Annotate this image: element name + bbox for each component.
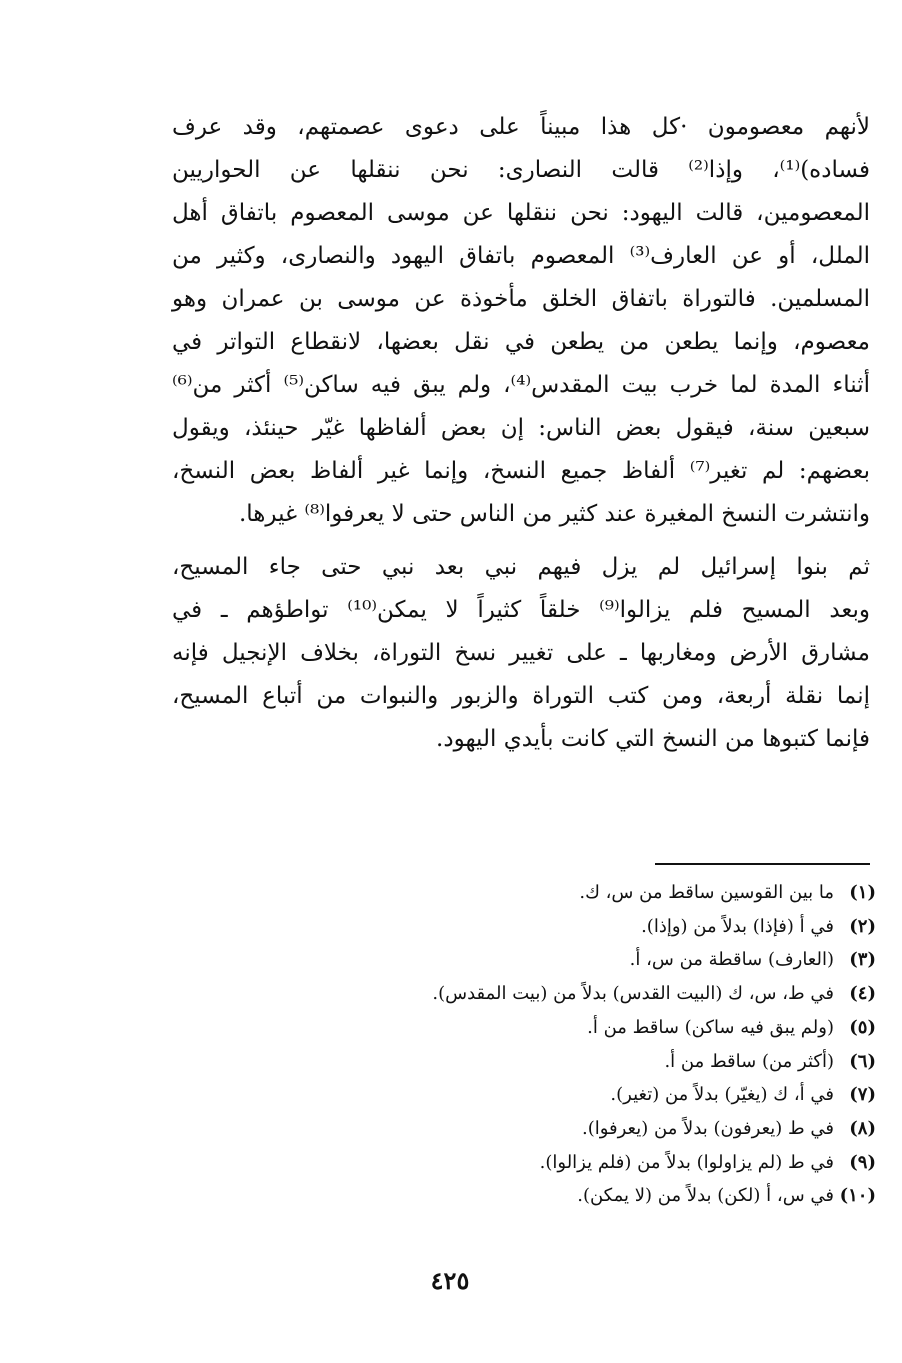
text-line: فساده)⁽¹⁾، وإذا⁽²⁾ قالت النصارى: نحن ننقلها عن الحواريين (172, 157, 870, 183)
text-line: فإنما كتبوها من النسخ التي كانت بأيدي اليهود. (436, 726, 870, 752)
footnote-number: (١) (849, 882, 876, 903)
text-line: المعصومين، قالت اليهود: نحن ننقلها عن موسى المعصوم باتفاق أهل (172, 200, 870, 226)
footnote-number: (٦) (849, 1050, 876, 1072)
footnote-number: (٩) (849, 1151, 876, 1173)
footnote-text: في س، أ (لكن) بدلاً من (لا يمكن). (577, 1185, 834, 1207)
text-line: المسلمين. فالتوراة باتفاق الخلق مأخوذة عن موسى بن عمران وهو (172, 286, 870, 312)
footnotes-list (300, 876, 876, 1213)
footnote-number: (٧) (849, 1084, 876, 1106)
footnote-number: (٨) (849, 1117, 876, 1139)
footnote-item (300, 876, 876, 910)
footnote-number: (١٠) (839, 1185, 876, 1207)
footnote-item (300, 910, 876, 944)
text-line: أثناء المدة لما خرب بيت المقدس⁽⁴⁾، ولم يبق فيه ساكن⁽⁵⁾ أكثر من⁽⁶⁾ (172, 372, 870, 398)
footnote-text: (العارف) ساقطة من س، أ. (629, 949, 834, 971)
footnote-item (300, 977, 876, 1011)
footnote-text: في ط (لم يزاولوا) بدلاً من (فلم يزالوا). (539, 1151, 834, 1173)
text-line: الملل، أو عن العارف⁽³⁾ المعصوم باتفاق اليهود والنصارى، وكثير من (172, 243, 871, 269)
text-line: سبعين سنة، فيقول بعض الناس: إن بعض ألفاظها غيّر حينئذ، ويقول (172, 415, 870, 441)
text-line: وانتشرت النسخ المغيرة عند كثير من الناس حتى لا يعرفوا⁽⁸⁾ غيرها. (238, 501, 870, 527)
text-line: وبعد المسيح فلم يزالوا⁽⁹⁾ خلقاً كثيراً لا يمكن⁽¹⁰⁾ تواطؤهم ـ في (172, 597, 870, 623)
text-line: ثم بنوا إسرائيل لم يزل فيهم نبي بعد نبي حتى جاء المسيح، (172, 554, 870, 580)
text-line: مشارق الأرض ومغاربها ـ على تغيير نسخ التوراة، بخلاف الإنجيل فإنه (172, 640, 870, 666)
main-text (172, 106, 870, 761)
footnote-text: في أ، ك (يغيّر) بدلاً من (تغير). (610, 1084, 834, 1106)
text-line: لأنهم معصومون ·كل هذا مبيناً على دعوى عصمتهم، وقد عرف (172, 114, 870, 140)
footnote-item (300, 1179, 876, 1213)
text-line: معصوم، وإنما يطعن من يطعن في نقل بعضها، لانقطاع التواتر في (172, 329, 870, 355)
footnote-text: في ط، س، ك (البيت القدس) بدلاً من (بيت المقدس). (432, 983, 834, 1005)
footnote-number: (٤) (849, 983, 876, 1005)
page-number: ٤٢٥ (430, 1266, 470, 1295)
footnote-number: (٣) (849, 949, 876, 971)
footnote-text: في أ (فإذا) بدلاً من (وإذا). (641, 915, 834, 937)
footnote-item (300, 1011, 876, 1045)
footnote-number: (٢) (849, 915, 876, 937)
paragraph-1 (172, 106, 870, 536)
footnote-number: (٥) (849, 1016, 876, 1038)
footnote-item (300, 1078, 876, 1112)
footnote-item (300, 1112, 876, 1146)
footnote-text: (ولم يبق فيه ساكن) ساقط من أ. (587, 1016, 834, 1038)
footnote-text: ما بين القوسين ساقط من س، ك. (579, 882, 834, 903)
footnote-item (300, 1045, 876, 1079)
footnote-item (300, 943, 876, 977)
footnote-text: في ط (يعرفون) بدلاً من (يعرفوا). (581, 1117, 834, 1139)
text-line: إنما نقلة أربعة، ومن كتب التوراة والزبور والنبوات من أتباع المسيح، (172, 683, 870, 709)
footnote-item (300, 1146, 876, 1180)
footnote-text: (أكثر من) ساقط من أ. (664, 1050, 834, 1072)
footnote-separator (655, 863, 870, 865)
paragraph-2 (172, 546, 870, 761)
text-line: بعضهم: لم تغير⁽⁷⁾ ألفاظ جميع النسخ، وإنما غير ألفاظ بعض النسخ، (172, 458, 870, 484)
